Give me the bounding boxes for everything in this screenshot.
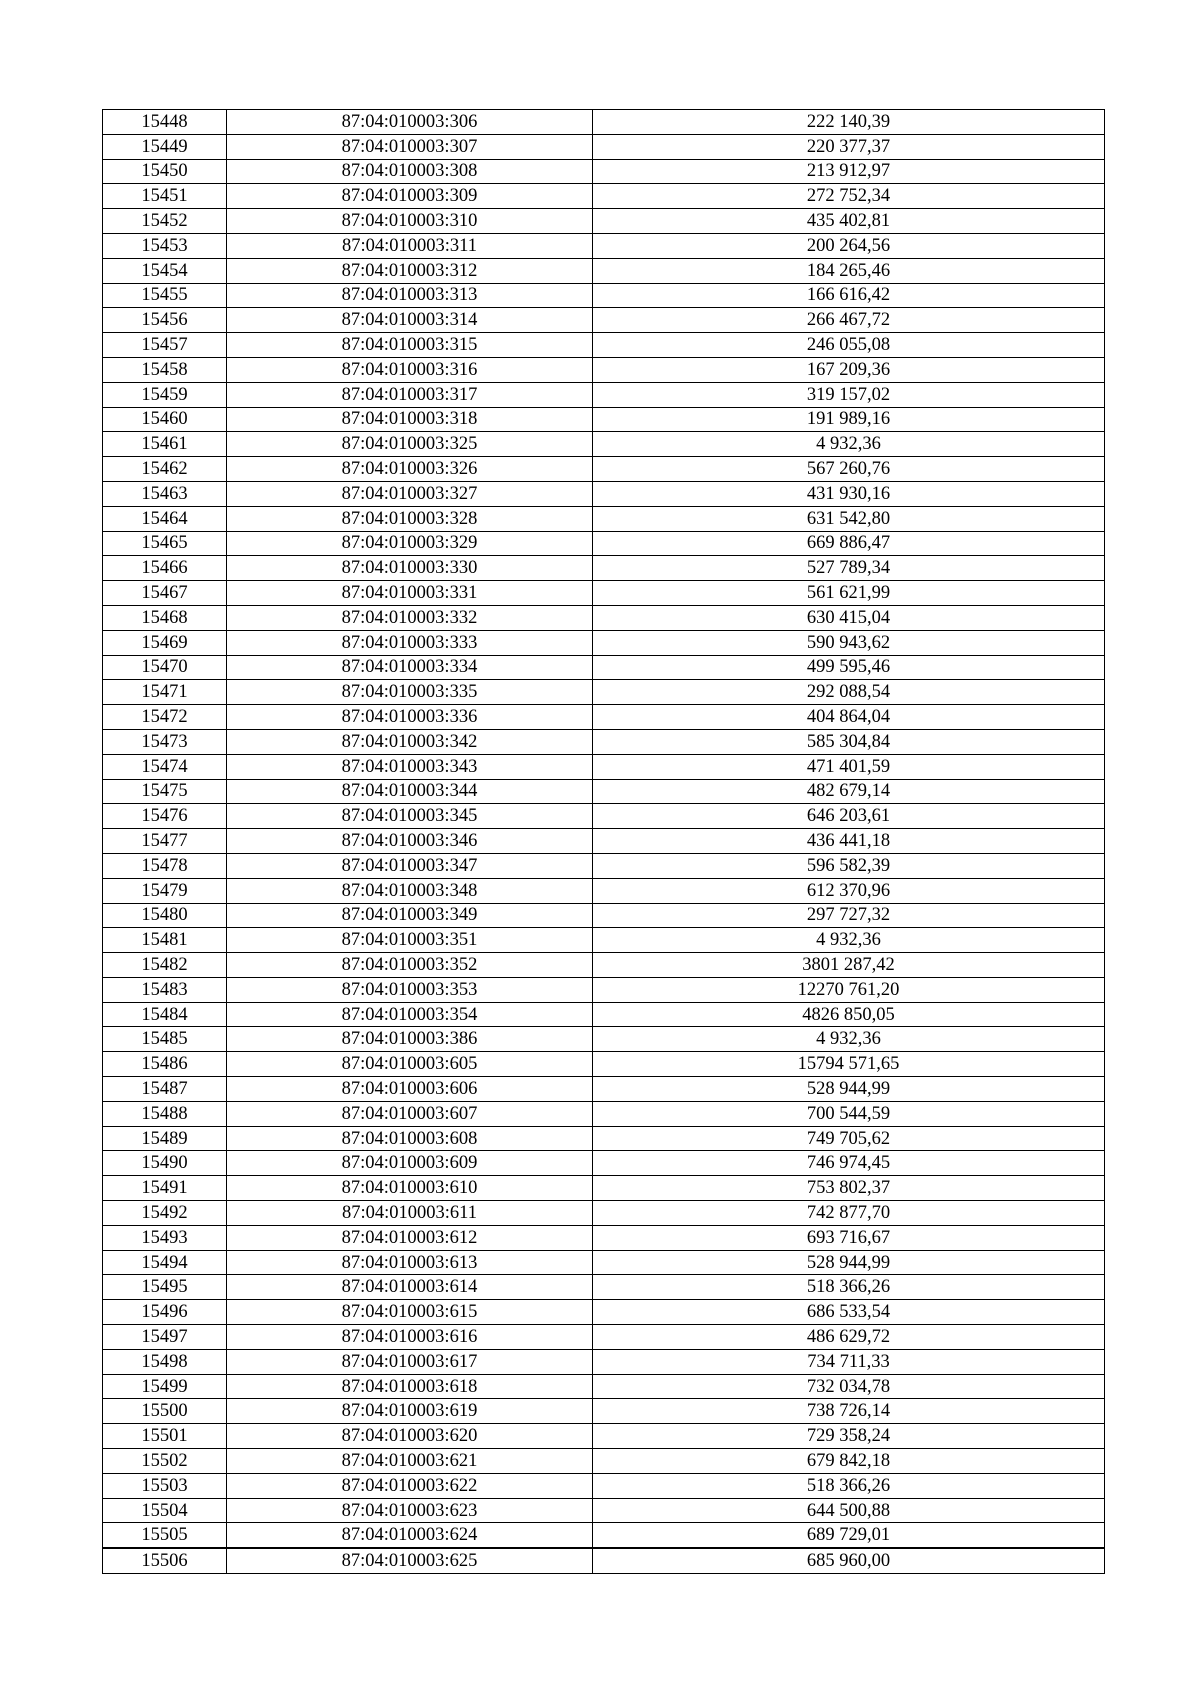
cadastral-number-cell: 87:04:010003:606 xyxy=(227,1077,593,1102)
cadastral-value-cell: 222 140,39 xyxy=(593,110,1105,135)
cadastral-number-cell: 87:04:010003:610 xyxy=(227,1176,593,1201)
cadastral-number-cell: 87:04:010003:623 xyxy=(227,1498,593,1523)
row-number-cell: 15502 xyxy=(103,1449,227,1474)
cadastral-number-cell: 87:04:010003:611 xyxy=(227,1201,593,1226)
row-number-cell: 15499 xyxy=(103,1374,227,1399)
cadastral-value-cell: 246 055,08 xyxy=(593,333,1105,358)
cadastral-value-cell: 732 034,78 xyxy=(593,1374,1105,1399)
cadastral-value-cell: 689 729,01 xyxy=(593,1523,1105,1548)
table-row xyxy=(103,705,1105,730)
row-number-cell: 15495 xyxy=(103,1275,227,1300)
table-row xyxy=(103,531,1105,556)
cadastral-number-cell: 87:04:010003:625 xyxy=(227,1548,593,1573)
table-row xyxy=(103,829,1105,854)
row-number-cell: 15472 xyxy=(103,705,227,730)
cadastral-number-cell: 87:04:010003:335 xyxy=(227,680,593,705)
table-row xyxy=(103,382,1105,407)
cadastral-value-cell: 4 932,36 xyxy=(593,432,1105,457)
cadastral-number-cell: 87:04:010003:351 xyxy=(227,928,593,953)
row-number-cell: 15488 xyxy=(103,1101,227,1126)
table-row xyxy=(103,1300,1105,1325)
row-number-cell: 15470 xyxy=(103,655,227,680)
row-number-cell: 15481 xyxy=(103,928,227,953)
cadastral-number-cell: 87:04:010003:607 xyxy=(227,1101,593,1126)
cadastral-value-cell: 590 943,62 xyxy=(593,630,1105,655)
cadastral-number-cell: 87:04:010003:352 xyxy=(227,953,593,978)
cadastral-number-cell: 87:04:010003:614 xyxy=(227,1275,593,1300)
cadastral-number-cell: 87:04:010003:345 xyxy=(227,804,593,829)
cadastral-value-cell: 685 960,00 xyxy=(593,1548,1105,1573)
table-row xyxy=(103,1498,1105,1523)
table-row xyxy=(103,1325,1105,1350)
table-row xyxy=(103,357,1105,382)
cadastral-value-cell: 4 932,36 xyxy=(593,928,1105,953)
cadastral-number-cell: 87:04:010003:612 xyxy=(227,1225,593,1250)
cadastral-value-cell: 753 802,37 xyxy=(593,1176,1105,1201)
cadastral-value-cell: 436 441,18 xyxy=(593,829,1105,854)
table-row xyxy=(103,184,1105,209)
cadastral-number-cell: 87:04:010003:308 xyxy=(227,159,593,184)
table-row xyxy=(103,432,1105,457)
cadastral-number-cell: 87:04:010003:330 xyxy=(227,556,593,581)
table-row xyxy=(103,928,1105,953)
cadastral-number-cell: 87:04:010003:344 xyxy=(227,779,593,804)
row-number-cell: 15487 xyxy=(103,1077,227,1102)
cadastral-value-cell: 596 582,39 xyxy=(593,853,1105,878)
table-row xyxy=(103,1449,1105,1474)
row-number-cell: 15504 xyxy=(103,1498,227,1523)
cadastral-number-cell: 87:04:010003:316 xyxy=(227,357,593,382)
cadastral-value-cell: 561 621,99 xyxy=(593,581,1105,606)
row-number-cell: 15452 xyxy=(103,209,227,234)
row-number-cell: 15451 xyxy=(103,184,227,209)
row-number-cell: 15477 xyxy=(103,829,227,854)
table-row xyxy=(103,134,1105,159)
row-number-cell: 15464 xyxy=(103,506,227,531)
table-row xyxy=(103,308,1105,333)
row-number-cell: 15483 xyxy=(103,977,227,1002)
cadastral-number-cell: 87:04:010003:315 xyxy=(227,333,593,358)
cadastral-value-cell: 612 370,96 xyxy=(593,878,1105,903)
table-row xyxy=(103,953,1105,978)
cadastral-value-cell: 266 467,72 xyxy=(593,308,1105,333)
cadastral-value-cell: 567 260,76 xyxy=(593,457,1105,482)
row-number-cell: 15459 xyxy=(103,382,227,407)
cadastral-value-table xyxy=(102,109,1105,1574)
cadastral-number-cell: 87:04:010003:309 xyxy=(227,184,593,209)
cadastral-value-cell: 746 974,45 xyxy=(593,1151,1105,1176)
row-number-cell: 15455 xyxy=(103,283,227,308)
row-number-cell: 15486 xyxy=(103,1052,227,1077)
table-row xyxy=(103,209,1105,234)
row-number-cell: 15473 xyxy=(103,729,227,754)
cadastral-number-cell: 87:04:010003:331 xyxy=(227,581,593,606)
cadastral-value-cell: 630 415,04 xyxy=(593,605,1105,630)
cadastral-value-cell: 482 679,14 xyxy=(593,779,1105,804)
cadastral-number-cell: 87:04:010003:327 xyxy=(227,481,593,506)
row-number-cell: 15461 xyxy=(103,432,227,457)
cadastral-value-cell: 729 358,24 xyxy=(593,1424,1105,1449)
cadastral-value-cell: 486 629,72 xyxy=(593,1325,1105,1350)
table-row xyxy=(103,680,1105,705)
table-row xyxy=(103,630,1105,655)
cadastral-number-cell: 87:04:010003:349 xyxy=(227,903,593,928)
cadastral-value-cell: 528 944,99 xyxy=(593,1250,1105,1275)
cadastral-number-cell: 87:04:010003:621 xyxy=(227,1449,593,1474)
cadastral-value-cell: 166 616,42 xyxy=(593,283,1105,308)
cadastral-value-cell: 297 727,32 xyxy=(593,903,1105,928)
table-row xyxy=(103,481,1105,506)
row-number-cell: 15465 xyxy=(103,531,227,556)
cadastral-value-cell: 686 533,54 xyxy=(593,1300,1105,1325)
cadastral-value-cell: 734 711,33 xyxy=(593,1349,1105,1374)
table-row xyxy=(103,853,1105,878)
table-row xyxy=(103,1424,1105,1449)
table-row xyxy=(103,283,1105,308)
cadastral-value-cell: 631 542,80 xyxy=(593,506,1105,531)
row-number-cell: 15456 xyxy=(103,308,227,333)
cadastral-value-cell: 4 932,36 xyxy=(593,1027,1105,1052)
row-number-cell: 15485 xyxy=(103,1027,227,1052)
table-row xyxy=(103,1002,1105,1027)
row-number-cell: 15469 xyxy=(103,630,227,655)
cadastral-value-cell: 518 366,26 xyxy=(593,1275,1105,1300)
cadastral-value-cell: 404 864,04 xyxy=(593,705,1105,730)
cadastral-number-cell: 87:04:010003:386 xyxy=(227,1027,593,1052)
row-number-cell: 15450 xyxy=(103,159,227,184)
row-number-cell: 15497 xyxy=(103,1325,227,1350)
row-number-cell: 15494 xyxy=(103,1250,227,1275)
table-body xyxy=(103,110,1105,1574)
row-number-cell: 15453 xyxy=(103,233,227,258)
cadastral-value-cell: 471 401,59 xyxy=(593,754,1105,779)
cadastral-value-cell: 3801 287,42 xyxy=(593,953,1105,978)
table-row xyxy=(103,1523,1105,1548)
row-number-cell: 15449 xyxy=(103,134,227,159)
table-row xyxy=(103,1126,1105,1151)
table-row xyxy=(103,233,1105,258)
row-number-cell: 15466 xyxy=(103,556,227,581)
cadastral-value-cell: 15794 571,65 xyxy=(593,1052,1105,1077)
row-number-cell: 15498 xyxy=(103,1349,227,1374)
cadastral-number-cell: 87:04:010003:306 xyxy=(227,110,593,135)
table-row xyxy=(103,1374,1105,1399)
cadastral-number-cell: 87:04:010003:342 xyxy=(227,729,593,754)
table-row xyxy=(103,1473,1105,1498)
cadastral-number-cell: 87:04:010003:616 xyxy=(227,1325,593,1350)
cadastral-value-cell: 738 726,14 xyxy=(593,1399,1105,1424)
cadastral-number-cell: 87:04:010003:307 xyxy=(227,134,593,159)
table-row xyxy=(103,878,1105,903)
row-number-cell: 15457 xyxy=(103,333,227,358)
cadastral-number-cell: 87:04:010003:328 xyxy=(227,506,593,531)
cadastral-value-cell: 184 265,46 xyxy=(593,258,1105,283)
table-row xyxy=(103,581,1105,606)
cadastral-value-cell: 200 264,56 xyxy=(593,233,1105,258)
table-row xyxy=(103,1275,1105,1300)
row-number-cell: 15454 xyxy=(103,258,227,283)
table-row xyxy=(103,1548,1105,1573)
cadastral-value-cell: 528 944,99 xyxy=(593,1077,1105,1102)
table-row xyxy=(103,655,1105,680)
cadastral-number-cell: 87:04:010003:620 xyxy=(227,1424,593,1449)
cadastral-number-cell: 87:04:010003:325 xyxy=(227,432,593,457)
cadastral-value-cell: 292 088,54 xyxy=(593,680,1105,705)
table-row xyxy=(103,457,1105,482)
row-number-cell: 15501 xyxy=(103,1424,227,1449)
cadastral-value-cell: 644 500,88 xyxy=(593,1498,1105,1523)
cadastral-number-cell: 87:04:010003:615 xyxy=(227,1300,593,1325)
cadastral-number-cell: 87:04:010003:333 xyxy=(227,630,593,655)
cadastral-number-cell: 87:04:010003:613 xyxy=(227,1250,593,1275)
row-number-cell: 15484 xyxy=(103,1002,227,1027)
table-row xyxy=(103,754,1105,779)
table-row xyxy=(103,110,1105,135)
row-number-cell: 15480 xyxy=(103,903,227,928)
cadastral-number-cell: 87:04:010003:312 xyxy=(227,258,593,283)
cadastral-number-cell: 87:04:010003:318 xyxy=(227,407,593,432)
table-row xyxy=(103,1052,1105,1077)
cadastral-number-cell: 87:04:010003:314 xyxy=(227,308,593,333)
row-number-cell: 15496 xyxy=(103,1300,227,1325)
cadastral-number-cell: 87:04:010003:347 xyxy=(227,853,593,878)
table-row xyxy=(103,333,1105,358)
row-number-cell: 15489 xyxy=(103,1126,227,1151)
cadastral-value-cell: 679 842,18 xyxy=(593,1449,1105,1474)
cadastral-number-cell: 87:04:010003:313 xyxy=(227,283,593,308)
row-number-cell: 15448 xyxy=(103,110,227,135)
cadastral-number-cell: 87:04:010003:332 xyxy=(227,605,593,630)
cadastral-value-cell: 749 705,62 xyxy=(593,1126,1105,1151)
cadastral-number-cell: 87:04:010003:619 xyxy=(227,1399,593,1424)
row-number-cell: 15506 xyxy=(103,1548,227,1573)
table-row xyxy=(103,779,1105,804)
cadastral-value-cell: 435 402,81 xyxy=(593,209,1105,234)
cadastral-number-cell: 87:04:010003:311 xyxy=(227,233,593,258)
table-row xyxy=(103,977,1105,1002)
table-row xyxy=(103,1077,1105,1102)
row-number-cell: 15500 xyxy=(103,1399,227,1424)
cadastral-value-cell: 499 595,46 xyxy=(593,655,1105,680)
row-number-cell: 15492 xyxy=(103,1201,227,1226)
row-number-cell: 15468 xyxy=(103,605,227,630)
row-number-cell: 15479 xyxy=(103,878,227,903)
row-number-cell: 15460 xyxy=(103,407,227,432)
row-number-cell: 15463 xyxy=(103,481,227,506)
row-number-cell: 15471 xyxy=(103,680,227,705)
cadastral-value-cell: 431 930,16 xyxy=(593,481,1105,506)
cadastral-value-cell: 213 912,97 xyxy=(593,159,1105,184)
cadastral-value-cell: 4826 850,05 xyxy=(593,1002,1105,1027)
row-number-cell: 15475 xyxy=(103,779,227,804)
table-row xyxy=(103,1399,1105,1424)
table-row xyxy=(103,729,1105,754)
cadastral-value-cell: 220 377,37 xyxy=(593,134,1105,159)
cadastral-value-cell: 518 366,26 xyxy=(593,1473,1105,1498)
cadastral-value-cell: 693 716,67 xyxy=(593,1225,1105,1250)
table-row xyxy=(103,1151,1105,1176)
row-number-cell: 15476 xyxy=(103,804,227,829)
table-row xyxy=(103,1201,1105,1226)
row-number-cell: 15490 xyxy=(103,1151,227,1176)
table-row xyxy=(103,407,1105,432)
row-number-cell: 15505 xyxy=(103,1523,227,1548)
cadastral-value-cell: 12270 761,20 xyxy=(593,977,1105,1002)
table-row xyxy=(103,804,1105,829)
row-number-cell: 15493 xyxy=(103,1225,227,1250)
table-row xyxy=(103,1027,1105,1052)
cadastral-number-cell: 87:04:010003:617 xyxy=(227,1349,593,1374)
cadastral-value-cell: 669 886,47 xyxy=(593,531,1105,556)
cadastral-number-cell: 87:04:010003:624 xyxy=(227,1523,593,1548)
table-row xyxy=(103,506,1105,531)
table-row xyxy=(103,1225,1105,1250)
cadastral-number-cell: 87:04:010003:310 xyxy=(227,209,593,234)
cadastral-number-cell: 87:04:010003:317 xyxy=(227,382,593,407)
row-number-cell: 15478 xyxy=(103,853,227,878)
table-row xyxy=(103,1176,1105,1201)
cadastral-number-cell: 87:04:010003:346 xyxy=(227,829,593,854)
cadastral-number-cell: 87:04:010003:605 xyxy=(227,1052,593,1077)
table-row xyxy=(103,258,1105,283)
table-row xyxy=(103,1101,1105,1126)
cadastral-number-cell: 87:04:010003:609 xyxy=(227,1151,593,1176)
cadastral-number-cell: 87:04:010003:334 xyxy=(227,655,593,680)
row-number-cell: 15503 xyxy=(103,1473,227,1498)
table-row xyxy=(103,159,1105,184)
cadastral-value-cell: 646 203,61 xyxy=(593,804,1105,829)
cadastral-number-cell: 87:04:010003:326 xyxy=(227,457,593,482)
table-row xyxy=(103,605,1105,630)
cadastral-value-cell: 527 789,34 xyxy=(593,556,1105,581)
cadastral-value-cell: 167 209,36 xyxy=(593,357,1105,382)
row-number-cell: 15474 xyxy=(103,754,227,779)
table-row xyxy=(103,903,1105,928)
row-number-cell: 15467 xyxy=(103,581,227,606)
cadastral-value-cell: 742 877,70 xyxy=(593,1201,1105,1226)
cadastral-value-cell: 272 752,34 xyxy=(593,184,1105,209)
cadastral-number-cell: 87:04:010003:618 xyxy=(227,1374,593,1399)
row-number-cell: 15458 xyxy=(103,357,227,382)
cadastral-value-cell: 319 157,02 xyxy=(593,382,1105,407)
cadastral-number-cell: 87:04:010003:608 xyxy=(227,1126,593,1151)
row-number-cell: 15482 xyxy=(103,953,227,978)
row-number-cell: 15491 xyxy=(103,1176,227,1201)
cadastral-number-cell: 87:04:010003:329 xyxy=(227,531,593,556)
cadastral-value-cell: 700 544,59 xyxy=(593,1101,1105,1126)
cadastral-number-cell: 87:04:010003:622 xyxy=(227,1473,593,1498)
table-row xyxy=(103,556,1105,581)
cadastral-value-cell: 585 304,84 xyxy=(593,729,1105,754)
cadastral-value-cell: 191 989,16 xyxy=(593,407,1105,432)
row-number-cell: 15462 xyxy=(103,457,227,482)
cadastral-number-cell: 87:04:010003:354 xyxy=(227,1002,593,1027)
cadastral-number-cell: 87:04:010003:336 xyxy=(227,705,593,730)
cadastral-number-cell: 87:04:010003:353 xyxy=(227,977,593,1002)
table-row xyxy=(103,1250,1105,1275)
cadastral-number-cell: 87:04:010003:348 xyxy=(227,878,593,903)
cadastral-number-cell: 87:04:010003:343 xyxy=(227,754,593,779)
table-row xyxy=(103,1349,1105,1374)
